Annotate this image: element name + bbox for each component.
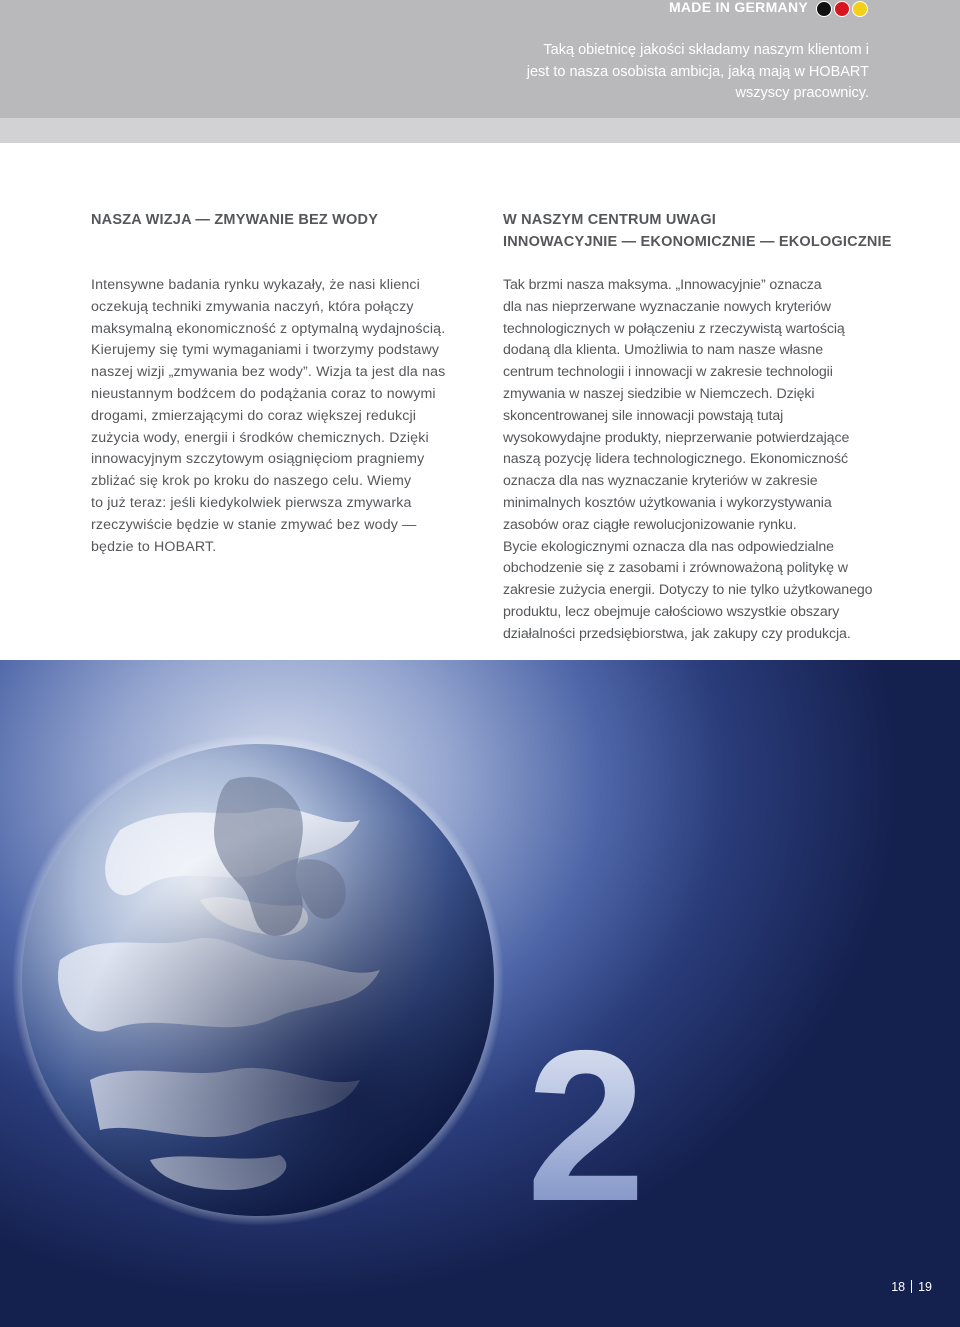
body-line: zbliżać się krok po kroku do naszego celu. Wiemy xyxy=(91,473,412,490)
body-line: wysokowydajne produkty, nieprzerwanie potwierdzające xyxy=(503,429,850,446)
flag-dot-gold xyxy=(852,1,868,17)
body-line: produktu, lecz obejmuje całościowo wszystkie obszary xyxy=(503,603,840,620)
body-line: zużycia wody, energii i środków chemicznych. Dzięki xyxy=(91,429,429,446)
german-flag-dots-icon xyxy=(816,1,872,17)
body-line: technologicznych w połączeniu z rzeczywistą wartością xyxy=(503,320,845,337)
page-number-separator xyxy=(911,1280,912,1293)
heading-line: NASZA WIZJA — ZMYWANIE BEZ WODY xyxy=(91,212,379,228)
earth-illustration xyxy=(0,660,960,1327)
body-line: to już teraz: jeśli kiedykolwiek pierwsza zmywarka xyxy=(91,494,412,511)
body-line: zmywania w naszej siedzibie w Niemczech. Dzięki xyxy=(503,385,815,402)
intro-text xyxy=(469,40,869,105)
body-line: centrum technologii i innowacji w zakresie technologii xyxy=(503,364,833,381)
body-line: innowacyjnym szczytowym osiągnięciom pragniemy xyxy=(91,451,425,468)
body-line: maksymalną ekonomiczność z optymalną wydajnością. xyxy=(91,320,446,337)
earth-image xyxy=(0,660,960,1327)
body-line: Bycie ekologicznymi oznacza dla nas odpowiedzialne xyxy=(503,538,834,555)
heading-line: W NASZYM CENTRUM UWAGI xyxy=(503,212,717,228)
body-line: skoncentrowanej sile innowacji powstają tutaj xyxy=(503,407,784,424)
left-column-heading xyxy=(91,210,378,232)
made-in-germany-label: MADE IN GERMANY xyxy=(668,0,808,15)
body-line: oczekują techniki zmywania naczyń, która połączy xyxy=(91,298,414,315)
intro-line: wszyscy pracownicy. xyxy=(735,85,869,101)
body-line: obchodzenie się z zasobami i zrównoważoną politykę w xyxy=(503,560,848,577)
flag-dot-black xyxy=(816,1,832,17)
body-line: Intensywne badania rynku wykazały, że nasi klienci xyxy=(91,277,420,293)
intro-line: jest to nasza osobista ambicja, jaką mają w HOBART xyxy=(526,63,869,80)
header-stripe xyxy=(0,118,960,143)
body-line: nieustannym bodźcem do podążania coraz to nowymi xyxy=(91,385,436,402)
body-line: naszą pozycję lidera technologicznego. Ekonomiczność xyxy=(503,451,848,468)
right-column-body xyxy=(503,275,883,646)
left-column-body xyxy=(91,275,471,558)
body-line: zakresie zużycia energii. Dotyczy to nie tylko użytkowanego xyxy=(503,582,873,599)
body-line: minimalnych kosztów użytkowania i wykorzystywania xyxy=(503,494,832,511)
globe-shadow xyxy=(22,744,494,1216)
body-line: rzeczywiście będzie w stanie zmywać bez wody — xyxy=(91,516,417,533)
body-line: dodaną dla klienta. Umożliwia to nam nasze własne xyxy=(503,342,824,359)
body-line: działalności przedsiębiorstwa, jak zakupy czy produkcja. xyxy=(503,625,851,642)
body-line: naszej wizji „zmywania bez wody”. Wizja ta jest dla nas xyxy=(91,364,446,381)
body-line: Tak brzmi nasza maksyma. „Innowacyjnie” oznacza xyxy=(503,277,822,293)
intro-line: Taką obietnicę jakości składamy naszym klientom i xyxy=(543,42,869,58)
body-line: zasobów oraz ciągłe rewolucjonizowanie rynku. xyxy=(503,516,797,533)
flag-dot-red xyxy=(834,1,850,17)
page-numbers xyxy=(891,1280,932,1294)
page-number-right: 19 xyxy=(918,1280,932,1294)
right-column-heading xyxy=(503,210,892,253)
body-line: będzie to HOBART. xyxy=(91,538,217,555)
body-line: oznacza dla nas wyznaczanie kryteriów w zakresie xyxy=(503,473,818,490)
body-line: drogami, zmierzającymi do coraz większej redukcji xyxy=(91,407,417,424)
heading-line: INNOWACYJNIE — EKONOMICZNIE — EKOLOGICZNIE xyxy=(503,233,892,250)
page-number-left: 18 xyxy=(891,1280,906,1294)
body-line: dla nas nieprzerwane wyznaczanie nowych kryteriów xyxy=(503,298,831,315)
chapter-number: 2 xyxy=(526,1005,646,1246)
body-line: Kierujemy się tymi wymaganiami i tworzymy podstawy xyxy=(91,342,440,359)
